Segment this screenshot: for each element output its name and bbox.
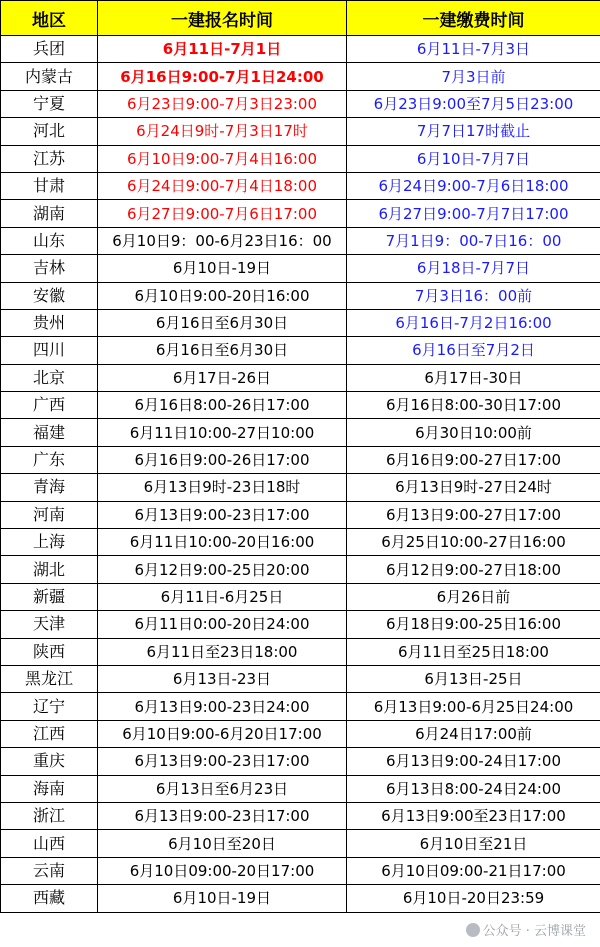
table-row [1,529,600,556]
table-row [1,885,600,912]
table-row [1,611,600,638]
table-row [1,775,600,802]
table-row [1,501,600,528]
register-time-cell: 6月10日9：00-6月23日16：00 [98,227,347,254]
region-cell: 新疆 [1,583,98,610]
register-time-cell: 6月17日-26日 [98,364,347,391]
payment-time-cell: 6月18日-7月7日 [347,255,600,282]
payment-time-cell: 6月13日9时-27日24时 [347,474,600,501]
register-time-cell: 6月16日至6月30日 [98,309,347,336]
payment-time-cell: 6月13日8:00-24日24:00 [347,775,600,802]
region-cell: 海南 [1,775,98,802]
region-cell: 甘肃 [1,172,98,199]
register-time-cell: 6月24日9时-7月3日17时 [98,118,347,145]
payment-time-cell: 6月25日10:00-27日16:00 [347,529,600,556]
table-row [1,392,600,419]
region-cell: 湖北 [1,556,98,583]
payment-time-cell: 6月13日9:00-27日17:00 [347,501,600,528]
header-row [1,1,600,36]
region-cell: 湖南 [1,200,98,227]
register-time-cell: 6月10日9:00-7月4日16:00 [98,145,347,172]
region-cell: 安徽 [1,282,98,309]
table-row [1,638,600,665]
register-time-cell: 6月10日09:00-20日17:00 [98,857,347,884]
table-row [1,446,600,473]
register-time-cell: 6月13日-23日 [98,665,347,692]
payment-time-cell: 6月16日至7月2日 [347,337,600,364]
payment-time-cell: 6月10日-20日23:59 [347,885,600,912]
payment-time-cell: 7月7日17时截止 [347,118,600,145]
payment-time-cell: 6月26日前 [347,583,600,610]
region-cell: 广东 [1,446,98,473]
register-time-cell: 6月10日9:00-6月20日17:00 [98,720,347,747]
table-row [1,693,600,720]
register-time-cell: 6月12日9:00-25日20:00 [98,556,347,583]
payment-time-cell: 6月12日9:00-27日18:00 [347,556,600,583]
table-row [1,474,600,501]
payment-time-cell: 6月13日-25日 [347,665,600,692]
region-cell: 云南 [1,857,98,884]
register-time-cell: 6月11日-7月1日 [98,36,347,63]
region-cell: 福建 [1,419,98,446]
payment-time-cell: 6月10日09:00-21日17:00 [347,857,600,884]
header-payment-time: 一建缴费时间 [347,1,600,36]
header-region: 地区 [1,1,98,36]
region-cell: 吉林 [1,255,98,282]
payment-time-cell: 6月27日9:00-7月7日17:00 [347,200,600,227]
region-cell: 河南 [1,501,98,528]
payment-time-cell: 6月13日9:00至23日17:00 [347,802,600,829]
region-cell: 上海 [1,529,98,556]
register-time-cell: 6月13日9:00-23日24:00 [98,693,347,720]
table-row [1,63,600,90]
table-row [1,583,600,610]
register-time-cell: 6月23日9:00-7月3日23:00 [98,90,347,117]
register-time-cell: 6月13日9:00-23日17:00 [98,501,347,528]
table-row [1,720,600,747]
register-time-cell: 6月16日至6月30日 [98,337,347,364]
region-cell: 兵团 [1,36,98,63]
watermark-text: 公众号 · 云博课堂 [482,924,586,939]
payment-time-cell: 6月11日至25日18:00 [347,638,600,665]
table-row [1,36,600,63]
region-cell: 广西 [1,392,98,419]
table-row [1,419,600,446]
register-time-cell: 6月13日9:00-23日17:00 [98,748,347,775]
register-time-cell: 6月13日9时-23日18时 [98,474,347,501]
payment-time-cell: 6月24日17:00前 [347,720,600,747]
payment-time-cell: 6月10日至21日 [347,830,600,857]
header-register-time: 一建报名时间 [98,1,347,36]
region-cell: 辽宁 [1,693,98,720]
table-row [1,556,600,583]
region-cell: 西藏 [1,885,98,912]
payment-time-cell: 6月17日-30日 [347,364,600,391]
region-cell: 内蒙古 [1,63,98,90]
register-time-cell: 6月16日8:00-26日17:00 [98,392,347,419]
table-row [1,118,600,145]
region-cell: 陕西 [1,638,98,665]
region-cell: 贵州 [1,309,98,336]
region-cell: 浙江 [1,802,98,829]
region-cell: 江西 [1,720,98,747]
table-row [1,748,600,775]
table-row [1,227,600,254]
payment-time-cell: 7月3日16：00前 [347,282,600,309]
payment-time-cell: 7月1日9：00-7日16：00 [347,227,600,254]
register-time-cell: 6月10日-19日 [98,255,347,282]
register-time-cell: 6月24日9:00-7月4日18:00 [98,172,347,199]
region-cell: 河北 [1,118,98,145]
payment-time-cell: 6月18日9:00-25日16:00 [347,611,600,638]
region-cell: 江苏 [1,145,98,172]
payment-time-cell: 6月30日10:00前 [347,419,600,446]
table-row [1,200,600,227]
payment-time-cell: 6月16日8:00-30日17:00 [347,392,600,419]
region-cell: 宁夏 [1,90,98,117]
register-time-cell: 6月16日9:00-7月1日24:00 [98,63,347,90]
register-time-cell: 6月27日9:00-7月6日17:00 [98,200,347,227]
region-cell: 四川 [1,337,98,364]
watermark [464,920,588,939]
region-cell: 山东 [1,227,98,254]
register-time-cell: 6月13日至6月23日 [98,775,347,802]
region-cell: 天津 [1,611,98,638]
table-row [1,90,600,117]
payment-time-cell: 6月10日-7月7日 [347,145,600,172]
wechat-icon [466,923,480,937]
register-time-cell: 6月13日9:00-23日17:00 [98,802,347,829]
payment-time-cell: 7月3日前 [347,63,600,90]
register-time-cell: 6月11日-6月25日 [98,583,347,610]
payment-time-cell: 6月24日9:00-7月6日18:00 [347,172,600,199]
table-row [1,255,600,282]
region-cell: 青海 [1,474,98,501]
register-time-cell: 6月10日至20日 [98,830,347,857]
table-row [1,145,600,172]
register-time-cell: 6月10日9:00-20日16:00 [98,282,347,309]
table-row [1,172,600,199]
payment-time-cell: 6月23日9:00至7月5日23:00 [347,90,600,117]
table-row [1,364,600,391]
region-cell: 黑龙江 [1,665,98,692]
table-row [1,857,600,884]
payment-time-cell: 6月16日-7月2日16:00 [347,309,600,336]
payment-time-cell: 6月13日9:00-6月25日24:00 [347,693,600,720]
register-time-cell: 6月11日10:00-20日16:00 [98,529,347,556]
table-row [1,802,600,829]
payment-time-cell: 6月16日9:00-27日17:00 [347,446,600,473]
table-row [1,309,600,336]
table-row [1,337,600,364]
register-time-cell: 6月10日-19日 [98,885,347,912]
region-cell: 北京 [1,364,98,391]
table-row [1,830,600,857]
region-cell: 山西 [1,830,98,857]
register-time-cell: 6月11日至23日18:00 [98,638,347,665]
register-time-cell: 6月11日10:00-27日10:00 [98,419,347,446]
register-time-cell: 6月11日0:00-20日24:00 [98,611,347,638]
region-cell: 重庆 [1,748,98,775]
payment-time-cell: 6月13日9:00-24日17:00 [347,748,600,775]
table-row [1,665,600,692]
register-time-cell: 6月16日9:00-26日17:00 [98,446,347,473]
table-body [1,36,600,913]
payment-time-cell: 6月11日-7月3日 [347,36,600,63]
table-row [1,282,600,309]
